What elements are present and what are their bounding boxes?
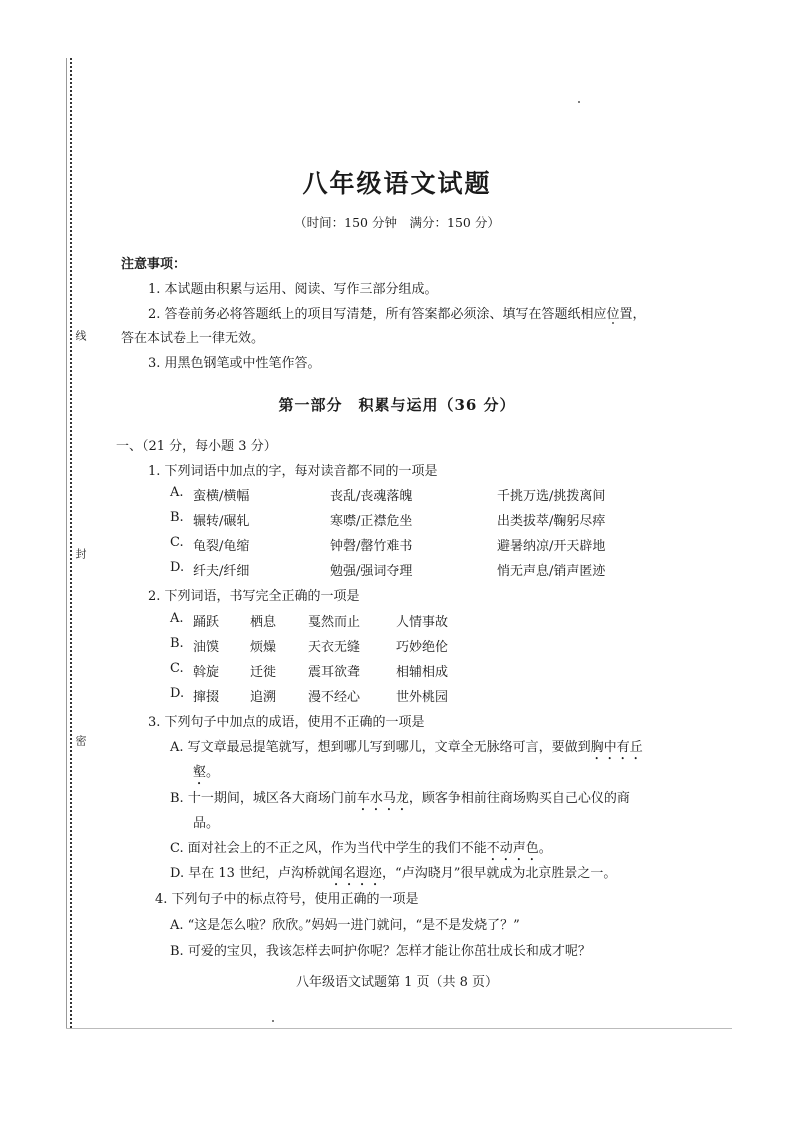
question-3-option-b-cont: 品。 [193, 816, 220, 831]
part-heading: 一、（21 分，每小题 3 分） [116, 439, 277, 454]
question-3-option-c [170, 837, 552, 864]
question-4-stem: 4. 下列句子中的标点符号，使用正确的一项是 [155, 892, 419, 907]
option-letter: A. [170, 485, 184, 500]
option-word: 迁徙 [250, 665, 277, 680]
option-word: 烦燥 [250, 640, 277, 655]
dotted-idiom: 车水马龙 [356, 791, 409, 806]
option-word: 天衣无缝 [308, 640, 361, 655]
dotted-idiom: 不动声色 [486, 841, 539, 856]
exam-subtitle: （时间：150 分钟 满分：150 分） [294, 215, 500, 230]
option-pair: 避暑纳凉/开天辟地 [497, 539, 606, 554]
option-word: 踊跃 [193, 615, 220, 630]
option-pair: 蛮横/横幅 [193, 489, 250, 504]
option-pair: 龟裂/龟缩 [193, 539, 250, 554]
page-left-edge [66, 58, 67, 1028]
question-3-stem: 3. 下列句子中加点的成语，使用不正确的一项是 [148, 715, 425, 730]
option-pair: 寒噤/正襟危坐 [330, 514, 413, 529]
dotted-idiom: 闻名遐迩 [330, 866, 383, 881]
binding-dotted-line [70, 58, 72, 1028]
option-letter: C. [170, 661, 184, 676]
note-line: 1. 本试题由积累与运用、阅读、写作三部分组成。 [148, 282, 438, 297]
option-word: 油馍 [193, 640, 220, 655]
option-pair: 纤夫/纤细 [193, 564, 250, 579]
question-2-stem: 2. 下列词语，书写完全正确的一项是 [148, 589, 360, 604]
question-3-option-a [170, 736, 643, 763]
dotted-idiom: 壑 [193, 765, 207, 780]
question-4-option-b: B. 可爱的宝贝，我该怎样去呵护你呢？怎样才能让你茁壮成长和成才呢？ [170, 944, 591, 959]
option-word: 相辅相成 [396, 665, 449, 680]
option-pair: 悄无声息/销声匿迹 [497, 564, 606, 579]
question-3-option-b [170, 787, 630, 814]
option-pair: 出类拔萃/鞠躬尽瘁 [497, 514, 606, 529]
option-word: 栖息 [250, 615, 277, 630]
option-text: ，顾客争相前往商场购买自己心仪的商 [408, 791, 630, 806]
option-word: 撺掇 [193, 690, 220, 705]
note-line: 答在本试卷上一律无效。 [121, 331, 265, 346]
option-word: 漫不经心 [308, 690, 361, 705]
option-word: 震耳欲聋 [308, 665, 361, 680]
option-text: ，“卢沟晓月”很早就成为北京胜景之一。 [382, 866, 617, 881]
option-letter: D. [170, 560, 185, 575]
option-word: 追溯 [250, 690, 277, 705]
option-word: 戛然而止 [308, 615, 361, 630]
exam-title: 八年级语文试题 [302, 169, 492, 198]
option-text: 。 [538, 841, 552, 856]
scan-speck [612, 322, 614, 324]
option-pair: 丧乱/丧魂落魄 [330, 489, 413, 504]
option-letter: C. [170, 535, 184, 550]
option-pair: 钟磬/罄竹难书 [330, 539, 413, 554]
option-text: C. 面对社会上的不正之风，作为当代中学生的我们不能 [170, 841, 487, 856]
option-letter: B. [170, 510, 184, 525]
option-pair: 千挑万选/挑拨离间 [497, 489, 606, 504]
binding-mark-mi: 密 [74, 735, 87, 746]
option-text: A. 写文章最忌提笔就写，想到哪儿写到哪儿，文章全无脉络可言，要做到 [170, 740, 591, 755]
question-3-option-a-cont [193, 761, 219, 788]
section-title: 第一部分 积累与运用（36 分） [278, 396, 516, 414]
option-letter: A. [170, 611, 184, 626]
option-text: B. 十一期间，城区各大商场门前 [170, 791, 357, 806]
question-1-stem: 1. 下列词语中加点的字，每对读音都不同的一项是 [148, 464, 438, 479]
scan-speck [272, 1020, 274, 1022]
option-text: D. 早在 13 世纪，卢沟桥就 [170, 866, 331, 881]
option-word: 巧妙绝伦 [396, 640, 449, 655]
option-word: 人情事故 [396, 615, 449, 630]
notes-heading: 注意事项： [121, 257, 187, 272]
scan-speck [578, 101, 580, 103]
option-letter: D. [170, 686, 185, 701]
note-line: 3. 用黑色钢笔或中性笔作答。 [148, 356, 321, 371]
binding-mark-feng: 封 [74, 548, 87, 559]
note-line: 2. 答卷前务必将答题纸上的项目写清楚，所有答案都必须涂、填写在答题纸相应位置， [148, 307, 646, 322]
option-word: 世外桃园 [396, 690, 449, 705]
option-word: 斡旋 [193, 665, 220, 680]
page-footer: 八年级语文试题第 1 页（共 8 页） [295, 975, 499, 990]
question-4-option-a: A. “这是怎么啦？欣欣。”妈妈一进门就问，“是不是发烧了？” [170, 918, 520, 933]
dotted-idiom: 胸中有丘 [590, 740, 643, 755]
question-3-option-d [170, 862, 616, 889]
binding-mark-xian: 线 [74, 330, 87, 341]
option-letter: B. [170, 636, 184, 651]
page-bottom-edge [66, 1028, 732, 1029]
option-pair: 辗转/碾轧 [193, 514, 250, 529]
option-text: 。 [206, 765, 220, 780]
option-pair: 勉强/强词夺理 [330, 564, 413, 579]
